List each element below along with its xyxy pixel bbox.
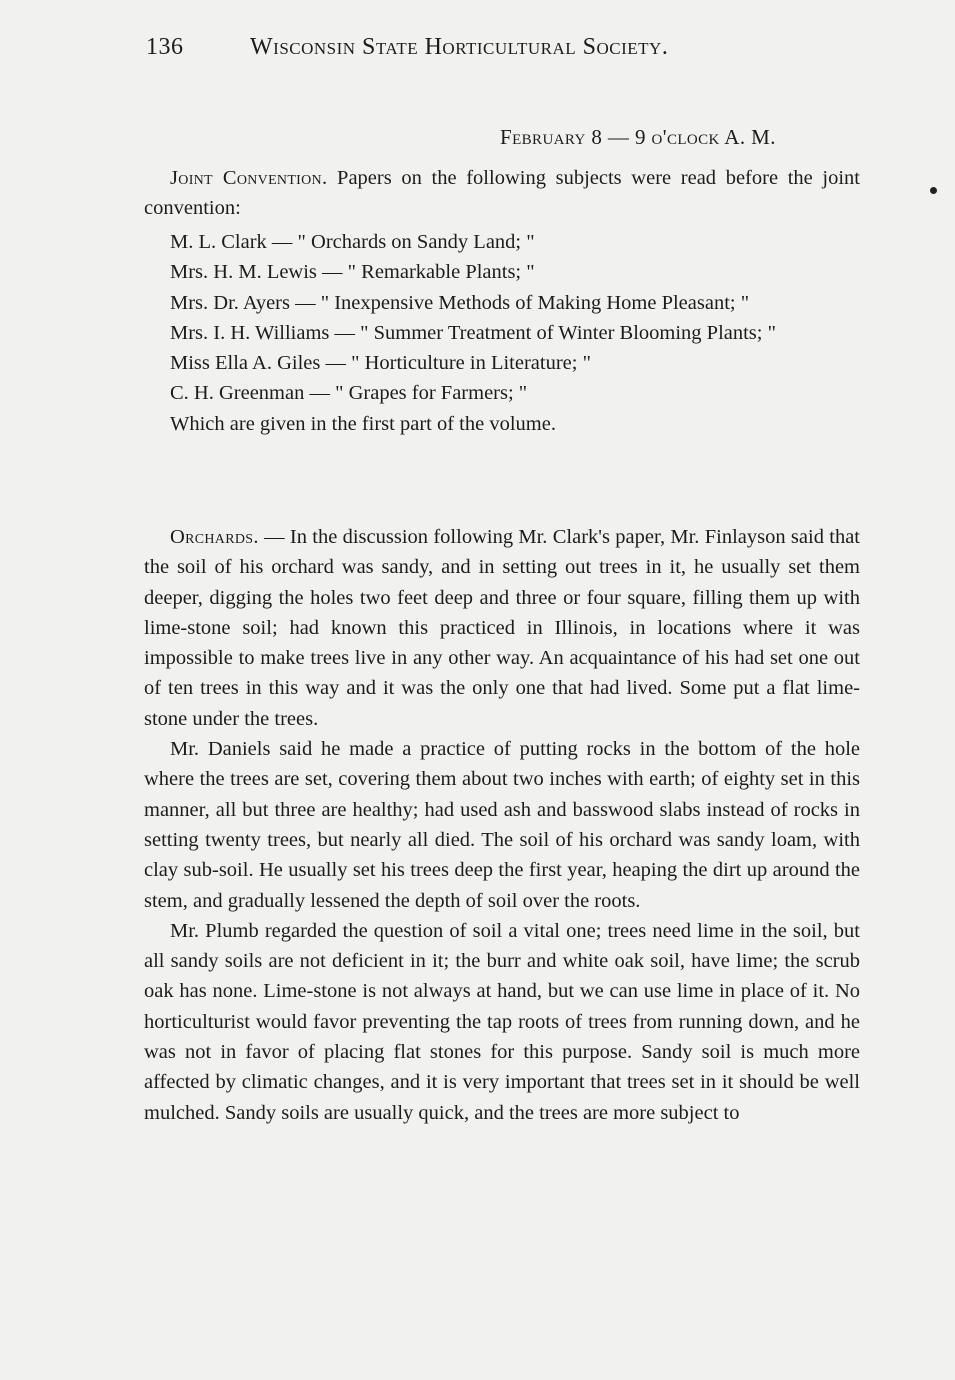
paper-entry: C. H. Greenman — " Grapes for Farmers; " bbox=[170, 382, 528, 405]
daniels-paragraph: Mr. Daniels said he made a practice of putting rocks in the bottom of the hole where the trees are set, covering them about two inches with earth; of eighty set in this manner, all but three are healthy; had used ash and basswood slabs instead of rocks in setting twenty trees, but nearly all died. The soil of his orchard was sandy loam, with clay sub-soil. He usually set his trees deep the first year, heaping the dirt up around the stem, and gradually lessened the depth of soil over the roots. bbox=[144, 738, 860, 912]
joint-convention-intro-text: Papers on the following subjects were read before the joint convention: bbox=[144, 167, 860, 220]
joint-convention-intro bbox=[144, 163, 860, 224]
session-date-line: February 8 — 9 o'clock A. M. bbox=[500, 125, 776, 149]
orchards-section bbox=[144, 522, 860, 1128]
orchards-paragraph-text: — In the discussion following Mr. Clark's paper, Mr. Finlayson said that the soil of his orchard was sandy, and in setting out trees in it, he usually set them deeper, digging the holes two feet deep and three or four square, filling them up with lime-stone soil; had known this practiced in Illinois, in locations where it was impossible to make trees live in any other way. An acquaintance of his had set one out of ten trees in this way and it was the only one that had lived. Some put a flat lime-stone under the trees. bbox=[144, 526, 860, 730]
orchards-paragraph bbox=[144, 522, 860, 734]
paper-entry: Mrs. H. M. Lewis — " Remarkable Plants; " bbox=[170, 261, 535, 284]
papers-closing-note: Which are given in the first part of the volume. bbox=[170, 412, 556, 435]
plumb-paragraph: Mr. Plumb regarded the question of soil a vital one; trees need lime in the soil, but all sandy soils are not deficient in it; the burr and white oak soil, have lime; the scrub oak has none. Lime-stone is not always at hand, but we can use lime in place of it. No horticulturist would favor preventing the tap roots of trees from running down, and he was not in favor of placing flat stones for this purpose. Sandy soil is much more affected by climatic changes, and it is very important that trees set in it should be well mulched. Sandy soils are usually quick, and the trees are more subject to bbox=[144, 919, 860, 1124]
paper-entry: M. L. Clark — " Orchards on Sandy Land; " bbox=[170, 231, 535, 253]
papers-list bbox=[170, 227, 860, 439]
paper-entry: Miss Ella A. Giles — " Horticulture in Literature; " bbox=[170, 352, 591, 375]
margin-ink-dot bbox=[930, 187, 937, 194]
page-header bbox=[146, 34, 786, 68]
paper-entry: Mrs. I. H. Williams — " Summer Treatment of Winter Blooming Plants; " bbox=[170, 321, 776, 344]
page-number: 136 bbox=[146, 34, 184, 60]
running-title: Wisconsin State Horticultural Society. bbox=[250, 34, 669, 60]
paper-entry: Mrs. Dr. Ayers — " Inexpensive Methods of Making Home Pleasant; " bbox=[170, 291, 750, 314]
orchards-heading: Orchards. bbox=[170, 526, 259, 548]
joint-convention-heading: Joint Convention. bbox=[170, 167, 328, 189]
